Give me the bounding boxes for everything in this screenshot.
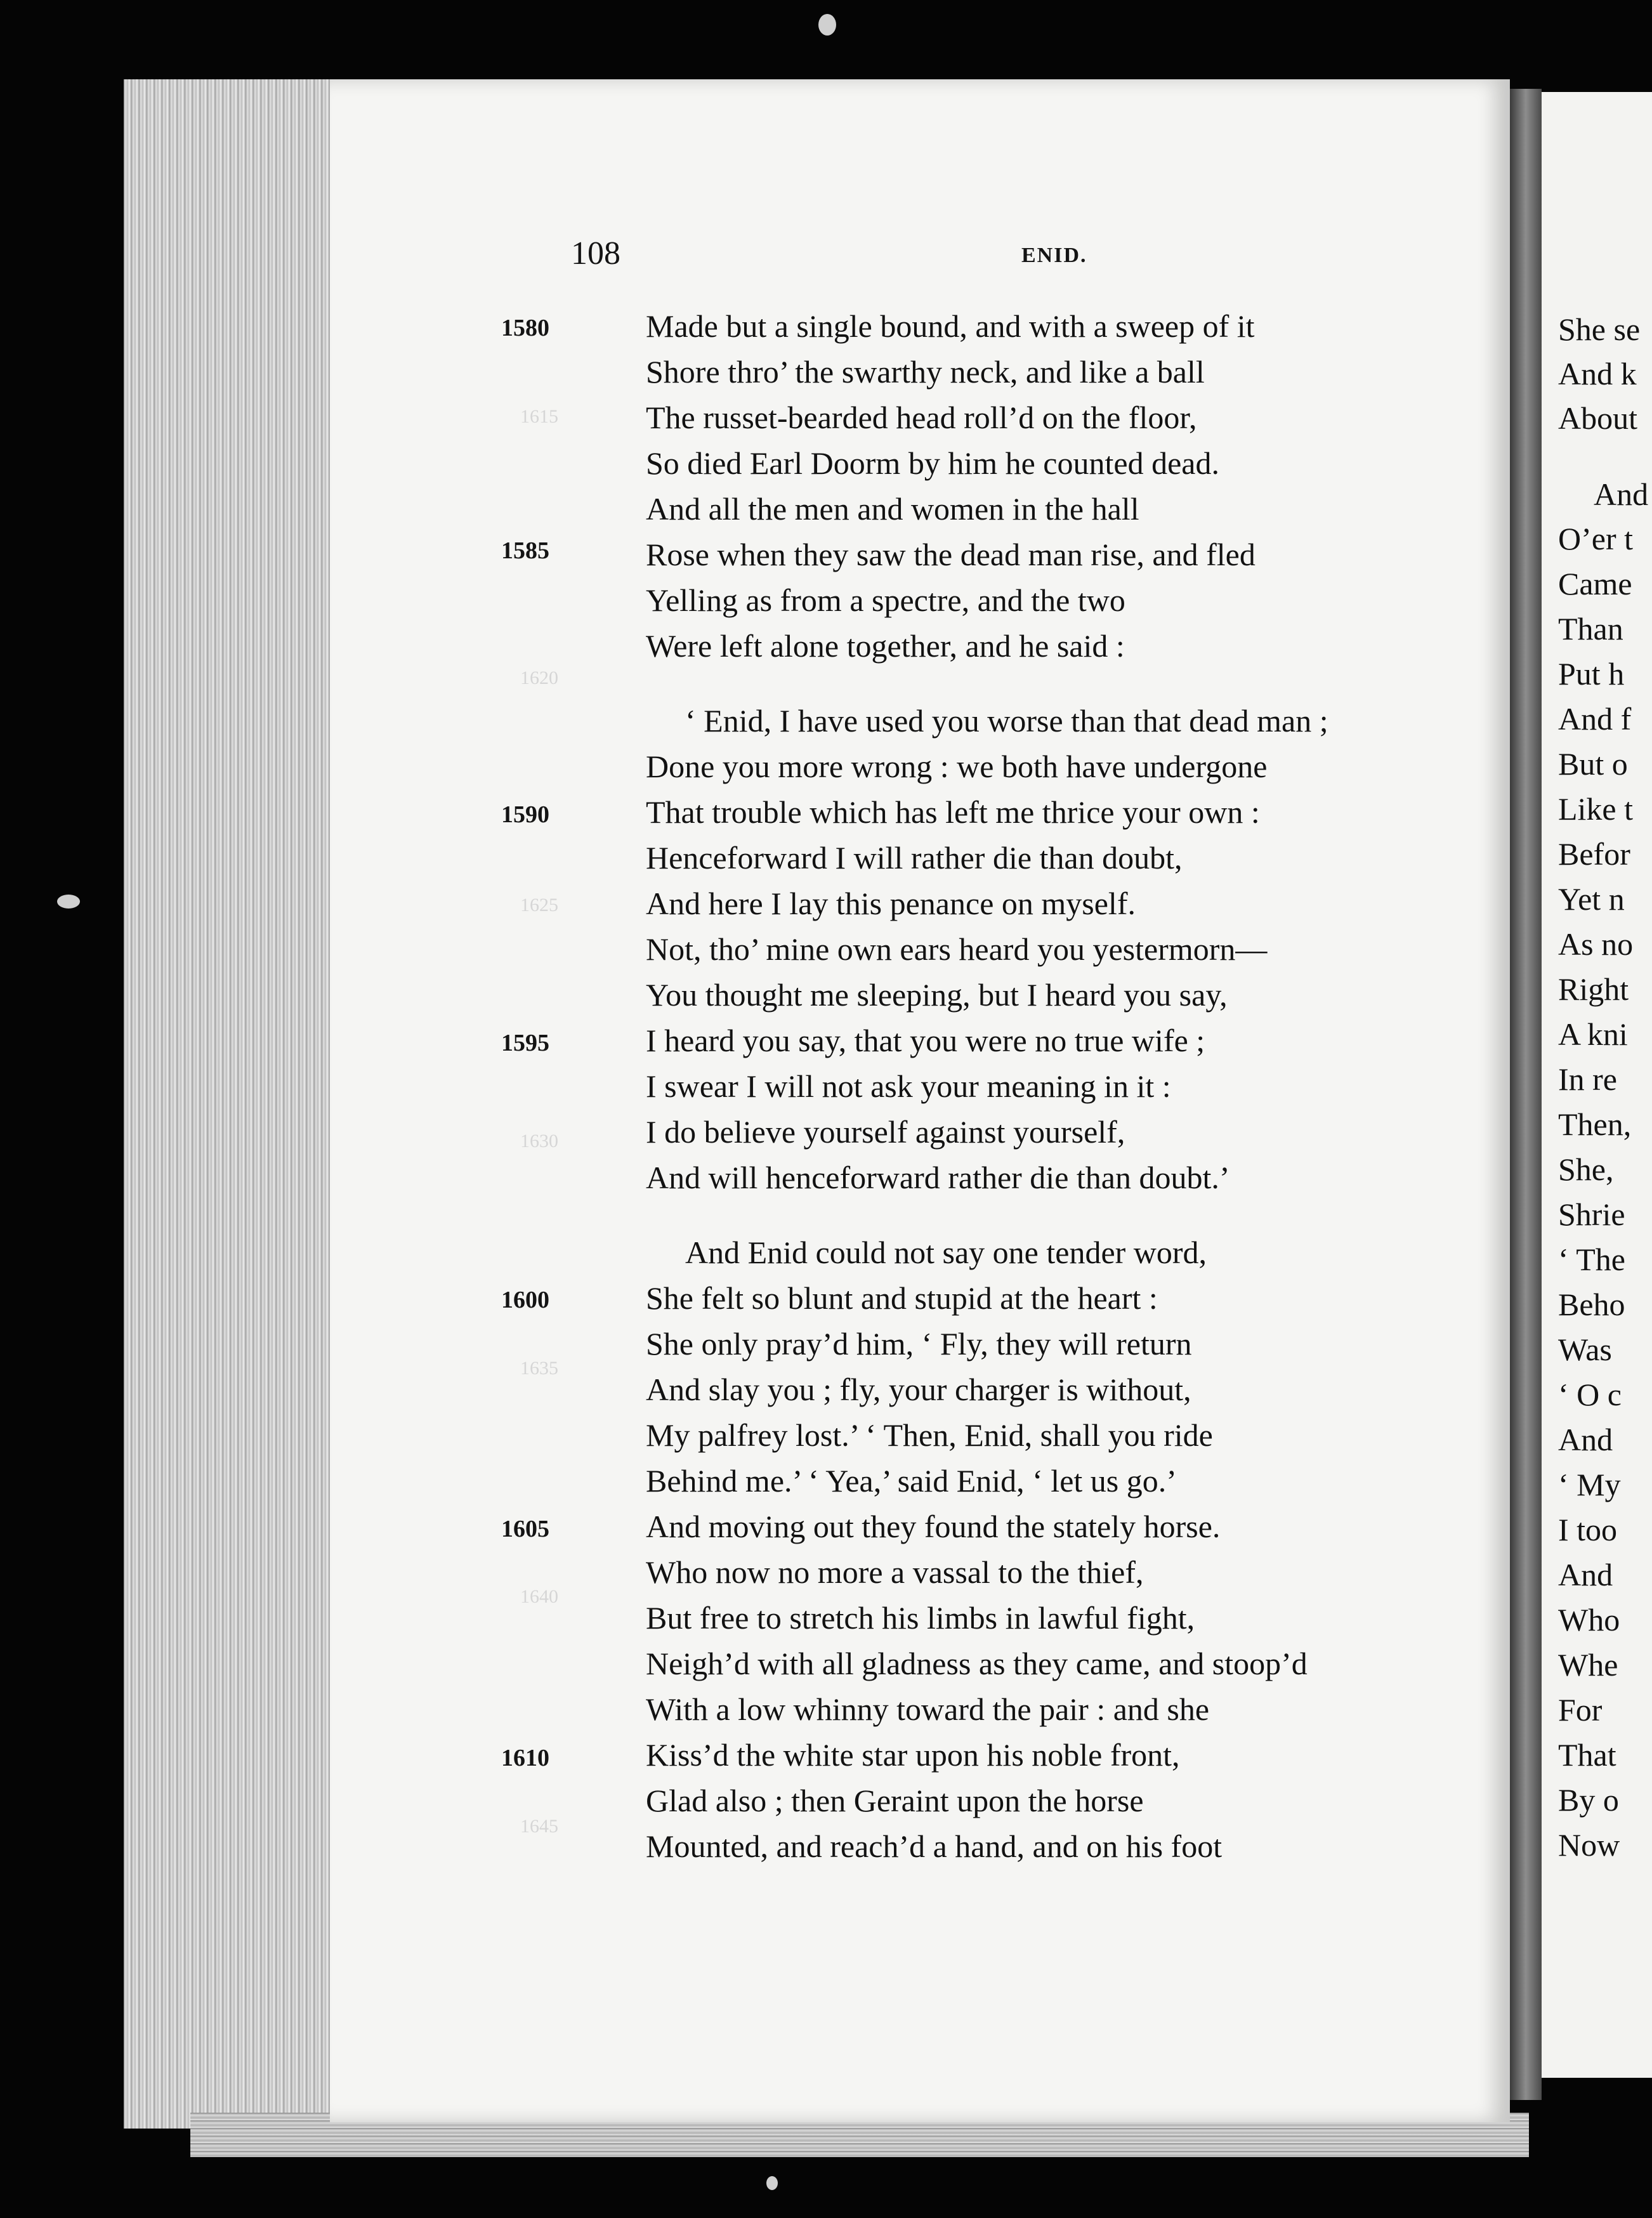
- right-line-fragment: And: [1594, 476, 1649, 512]
- line-number: 1580: [501, 315, 549, 341]
- verse-line: And Enid could not say one tender word,: [685, 1235, 1207, 1270]
- right-line-fragment: About: [1558, 400, 1637, 436]
- right-line-fragment: A kni: [1558, 1016, 1628, 1052]
- right-line-fragment: ‘ The: [1558, 1242, 1625, 1277]
- verse-line: Yelling as from a spectre, and the two: [646, 582, 1125, 618]
- verse-line: Were left alone together, and he said :: [646, 628, 1125, 664]
- right-line-fragment: ‘ My: [1558, 1467, 1621, 1502]
- right-line-fragment: And f: [1558, 701, 1632, 737]
- verse-line: Not, tho’ mine own ears heard you yestermorn—: [646, 931, 1268, 967]
- right-line-fragment: Now: [1558, 1827, 1620, 1863]
- line-number: 1610: [501, 1745, 549, 1771]
- verse-line: Mounted, and reach’d a hand, and on his foot: [646, 1828, 1223, 1864]
- right-line-fragment: Like t: [1558, 791, 1634, 827]
- verse-line: And will henceforward rather die than doubt.’: [646, 1160, 1230, 1195]
- dust-speck: [766, 2176, 778, 2190]
- verse-line: But free to stretch his limbs in lawful fight,: [646, 1600, 1195, 1636]
- right-line-fragment: Than: [1558, 611, 1623, 646]
- verse-line: Kiss’d the white star upon his noble front,: [646, 1737, 1180, 1773]
- verse-line: I do believe yourself against yourself,: [646, 1114, 1125, 1150]
- verse-line: My palfrey lost.’ ‘ Then, Enid, shall you ride: [646, 1417, 1213, 1453]
- verse-line: Shore thro’ the swarthy neck, and like a ball: [646, 354, 1205, 390]
- right-line-fragment: As no: [1558, 926, 1634, 962]
- verse-line: Glad also ; then Geraint upon the horse: [646, 1783, 1144, 1818]
- verse-line: Behind me.’ ‘ Yea,’ said Enid, ‘ let us go.’: [646, 1463, 1177, 1499]
- verse-line: And slay you ; fly, your charger is without,: [646, 1372, 1191, 1407]
- book-gutter: [1510, 89, 1542, 2100]
- verse-line: Henceforward I will rather die than doubt,: [646, 840, 1183, 876]
- right-line-fragment: Put h: [1558, 656, 1625, 692]
- verse-line: She only pray’d him, ‘ Fly, they will return: [646, 1326, 1192, 1362]
- right-line-fragment: Whe: [1558, 1647, 1618, 1683]
- right-line-fragment: And k: [1558, 356, 1637, 391]
- verse-line: You thought me sleeping, but I heard you say,: [646, 977, 1228, 1013]
- verse-line: She felt so blunt and stupid at the heart :: [646, 1280, 1158, 1316]
- right-line-fragment: Who: [1558, 1602, 1620, 1637]
- right-line-fragment: Yet n: [1558, 881, 1625, 917]
- right-line-fragment: In re: [1558, 1061, 1617, 1097]
- verse-line: That trouble which has left me thrice your own :: [646, 794, 1260, 830]
- right-page: [1542, 92, 1652, 2078]
- verse-line: So died Earl Doorm by him he counted dead.: [646, 445, 1219, 481]
- verse-line: Done you more wrong : we both have undergone: [646, 749, 1268, 784]
- verse-line: I heard you say, that you were no true wife ;: [646, 1023, 1205, 1058]
- verse-line: Rose when they saw the dead man rise, and fled: [646, 537, 1255, 572]
- right-line-fragment: Shrie: [1558, 1197, 1625, 1232]
- dust-speck: [57, 895, 80, 909]
- verse-line: Who now no more a vassal to the thief,: [646, 1554, 1144, 1590]
- right-line-fragment: O’er t: [1558, 521, 1633, 556]
- line-number: 1590: [501, 801, 549, 828]
- verse-line: I swear I will not ask your meaning in it :: [646, 1068, 1171, 1104]
- verse-line: And all the men and women in the hall: [646, 491, 1139, 527]
- right-line-fragment: But o: [1558, 746, 1628, 782]
- right-line-fragment: Then,: [1558, 1106, 1632, 1142]
- right-line-fragment: She se: [1558, 312, 1641, 347]
- right-line-fragment: That: [1558, 1737, 1616, 1773]
- right-line-fragment: And: [1558, 1422, 1613, 1457]
- verse-line: The russet-bearded head roll’d on the floor,: [646, 400, 1197, 435]
- verse-line: ‘ Enid, I have used you worse than that dead man ;: [685, 703, 1328, 738]
- line-number: 1605: [501, 1516, 549, 1542]
- right-line-fragment: Came: [1558, 566, 1632, 601]
- verse-line: Neigh’d with all gladness as they came, and stoop’d: [646, 1646, 1308, 1681]
- dust-speck: [818, 14, 836, 36]
- right-line-fragment: ‘ O c: [1558, 1377, 1622, 1412]
- right-line-fragment: Befor: [1558, 836, 1630, 872]
- line-number: 1595: [501, 1030, 549, 1056]
- line-number: 1585: [501, 537, 549, 564]
- right-line-fragment: Was: [1558, 1332, 1612, 1367]
- right-line-fragment: Right: [1558, 971, 1629, 1007]
- right-line-fragment: I too: [1558, 1512, 1618, 1547]
- right-line-fragment: And: [1558, 1557, 1613, 1592]
- verse-line: With a low whinny toward the pair : and she: [646, 1691, 1210, 1727]
- book-page-edges: [124, 79, 339, 2129]
- page-number: 108: [571, 235, 620, 272]
- running-title: ENID.: [1021, 244, 1087, 267]
- verse-line: Made but a single bound, and with a sweep of it: [646, 308, 1255, 344]
- page-header: [330, 235, 1510, 279]
- line-number: 1600: [501, 1287, 549, 1313]
- verse-line: And moving out they found the stately horse.: [646, 1509, 1221, 1544]
- right-line-fragment: For: [1558, 1692, 1603, 1728]
- right-line-fragment: By o: [1558, 1782, 1619, 1818]
- right-line-fragment: She,: [1558, 1152, 1614, 1187]
- verse-line: And here I lay this penance on myself.: [646, 886, 1136, 921]
- right-line-fragment: Beho: [1558, 1287, 1625, 1322]
